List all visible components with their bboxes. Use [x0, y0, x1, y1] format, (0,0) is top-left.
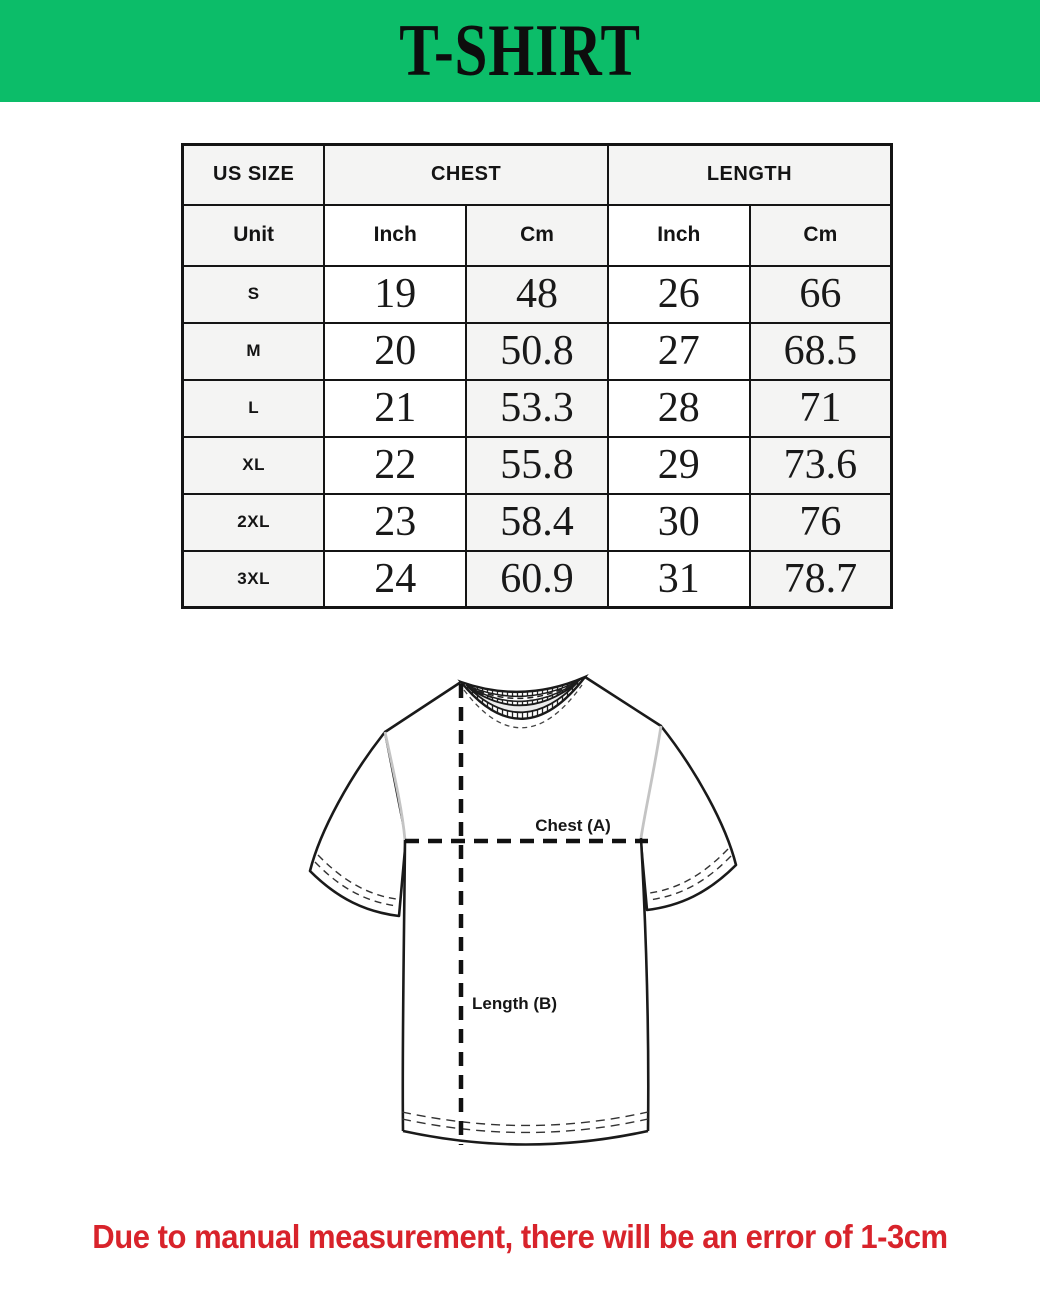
chest-cm-value: 53.3 — [466, 380, 608, 437]
size-label: 3XL — [183, 551, 325, 608]
header-banner — [0, 0, 1040, 102]
length-inch-value: 31 — [608, 551, 750, 608]
chest-inch-value: 22 — [324, 437, 466, 494]
chest-inch-value: 23 — [324, 494, 466, 551]
chest-cm-value: 50.8 — [466, 323, 608, 380]
length-inch-value: 26 — [608, 266, 750, 323]
length-cm-value: 71 — [750, 380, 892, 437]
chest-inch-value: 20 — [324, 323, 466, 380]
header-chest-cm: Cm — [466, 205, 608, 266]
table-row-l — [183, 380, 892, 437]
page-title: T-SHIRT — [399, 10, 641, 92]
tshirt-drawing-icon — [290, 656, 750, 1168]
header-length-inch: Inch — [608, 205, 750, 266]
length-inch-value: 27 — [608, 323, 750, 380]
size-label: XL — [183, 437, 325, 494]
length-inch-value: 30 — [608, 494, 750, 551]
chest-inch-value: 21 — [324, 380, 466, 437]
disclaimer-text: Due to manual measurement, there will be an error of 1-3cm — [92, 1218, 948, 1255]
header-unit: Unit — [183, 205, 325, 266]
table-row-2xl — [183, 494, 892, 551]
header-length-cm: Cm — [750, 205, 892, 266]
size-label: 2XL — [183, 494, 325, 551]
chest-inch-value: 24 — [324, 551, 466, 608]
chest-cm-value: 58.4 — [466, 494, 608, 551]
table-row-m — [183, 323, 892, 380]
measurement-disclaimer — [0, 1218, 1040, 1256]
chest-cm-value: 55.8 — [466, 437, 608, 494]
table-row-xl — [183, 437, 892, 494]
table-row-3xl — [183, 551, 892, 608]
size-label: M — [183, 323, 325, 380]
header-chest-inch: Inch — [324, 205, 466, 266]
shirt-body — [385, 677, 661, 1145]
length-inch-value: 28 — [608, 380, 750, 437]
length-cm-value: 68.5 — [750, 323, 892, 380]
header-chest: CHEST — [324, 145, 608, 205]
table-row-s — [183, 266, 892, 323]
length-inch-value: 29 — [608, 437, 750, 494]
chest-measure-label: Chest (A) — [535, 816, 611, 835]
table-unit-header-row — [183, 205, 892, 266]
tshirt-measurement-diagram — [290, 656, 750, 1168]
length-cm-value: 66 — [750, 266, 892, 323]
header-us-size: US SIZE — [183, 145, 325, 205]
chest-cm-value: 60.9 — [466, 551, 608, 608]
length-measure-label: Length (B) — [472, 994, 557, 1013]
length-cm-value: 76 — [750, 494, 892, 551]
length-cm-value: 78.7 — [750, 551, 892, 608]
size-chart-table — [181, 143, 893, 609]
header-length: LENGTH — [608, 145, 892, 205]
table-group-header-row — [183, 145, 892, 205]
chest-inch-value: 19 — [324, 266, 466, 323]
size-label: L — [183, 380, 325, 437]
size-label: S — [183, 266, 325, 323]
chest-cm-value: 48 — [466, 266, 608, 323]
length-cm-value: 73.6 — [750, 437, 892, 494]
